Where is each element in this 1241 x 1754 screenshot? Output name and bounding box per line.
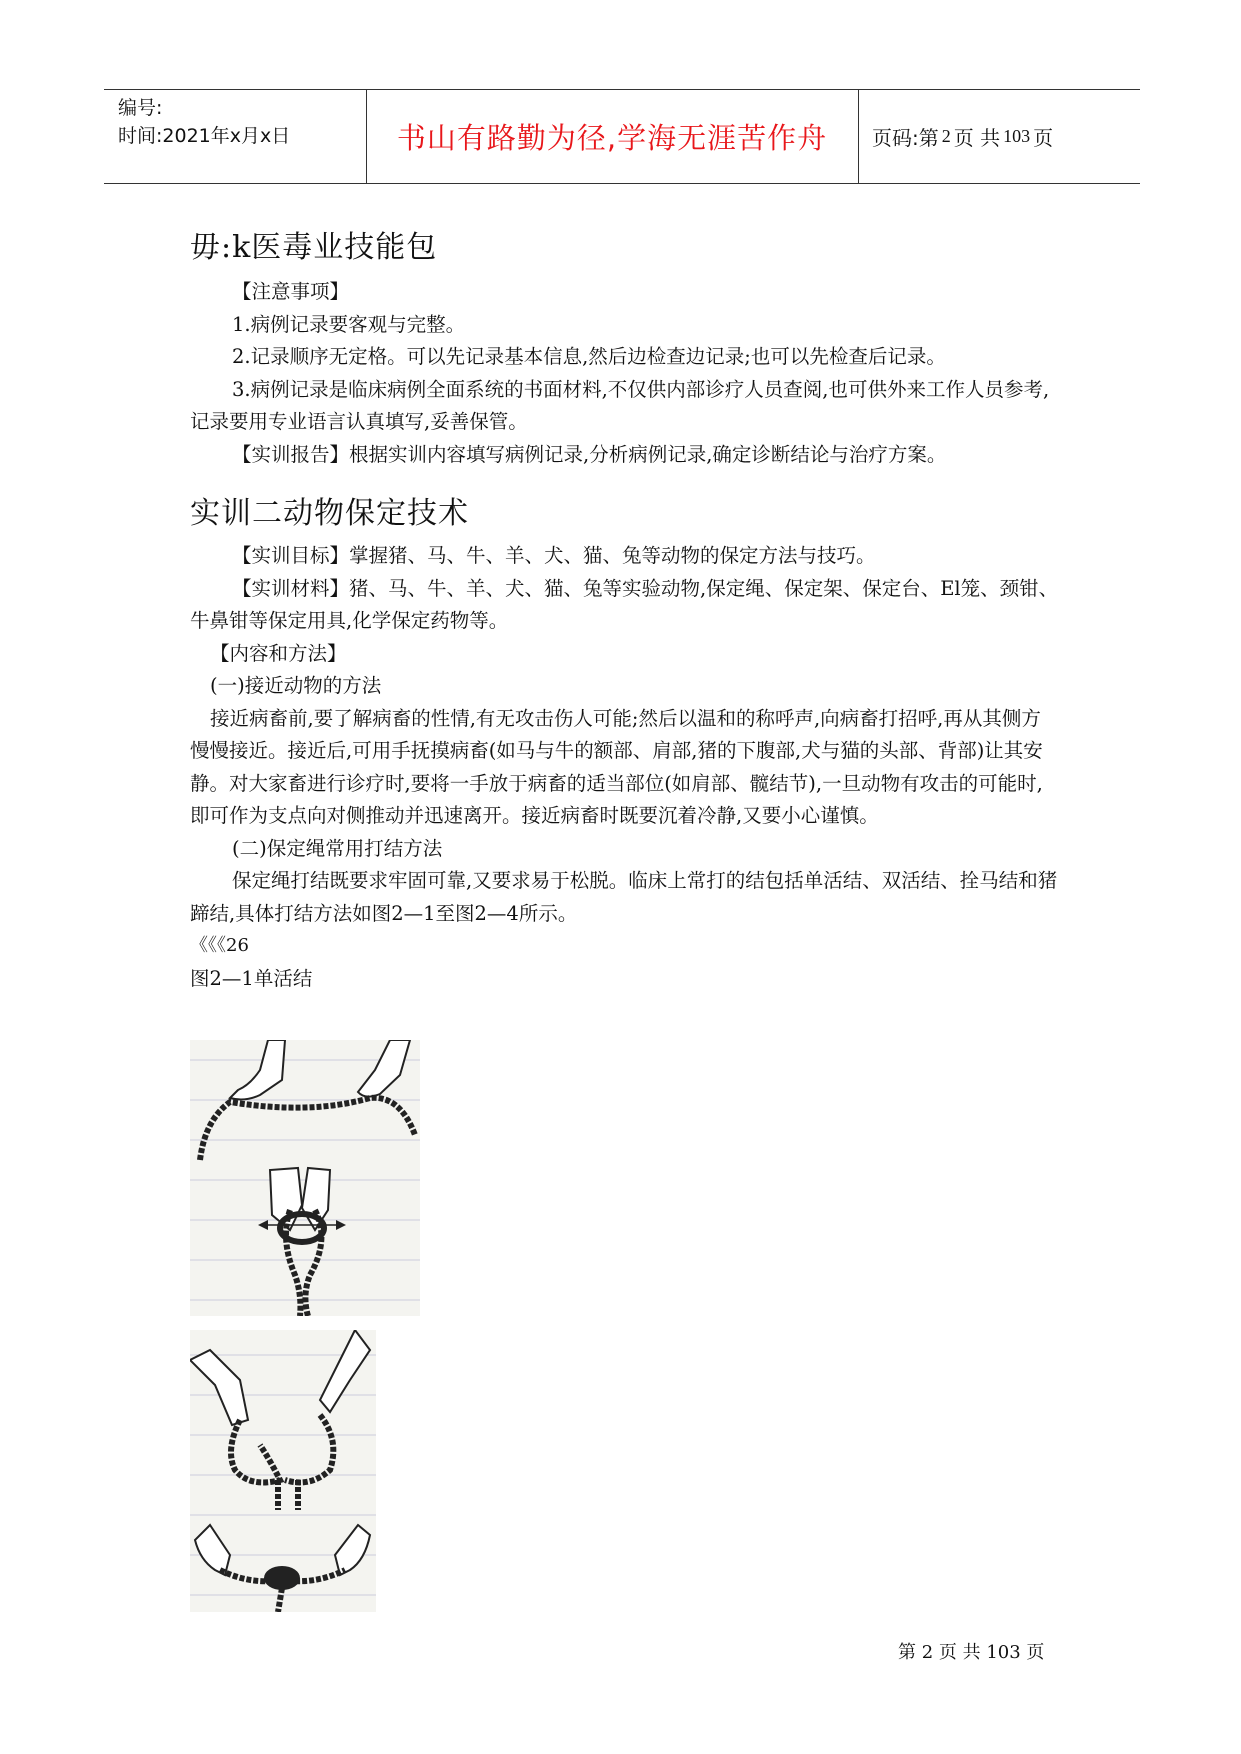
- report-paragraph: 【实训报告】根据实训内容填写病例记录,分析病例记录,确定诊断结论与治疗方案。: [232, 442, 947, 466]
- page-header: [104, 89, 1140, 184]
- materials-paragraph: 【实训材料】猪、马、牛、羊、犬、猫、兔等实验动物,保定绳、保定架、保定台、El笼、颈钳、牛鼻钳等保定用具,化学保定药物等。: [190, 576, 1059, 632]
- page-marker: 《《《26: [190, 935, 249, 956]
- header-motto: 书山有路勤为径,学海无涯苦作舟: [396, 121, 828, 155]
- goal-paragraph: 【实训目标】掌握猪、马、牛、羊、犬、猫、兔等动物的保定方法与技巧。: [232, 544, 876, 567]
- section1-body: [190, 276, 1060, 471]
- header-page-info: [872, 90, 1053, 183]
- note-item: 3.病例记录是临床病例全面系统的书面材料,不仅供内部诊疗人员查阅,也可供外来工作人员参考,记录要用专业语言认真填写,妥善保管。: [190, 377, 1050, 433]
- header-divider: [858, 90, 859, 183]
- content-heading: 【内容和方法】: [210, 641, 347, 665]
- header-page-suffix: 页: [1033, 126, 1054, 150]
- knot-illustration-1: [190, 1040, 420, 1316]
- section2-body: [190, 540, 1060, 995]
- sub2-heading: (二)保定绳常用打结方法: [232, 836, 443, 860]
- sub2-paragraph: 保定绳打结既要求牢固可靠,又要求易于松脱。临床上常打的结包括单活结、双活结、拴马结和猪蹄结,具体打结方法如图2—1至图2—4所示。: [190, 869, 1058, 925]
- header-page-num: 2: [941, 126, 951, 146]
- header-page-prefix: 页码:第: [872, 126, 939, 150]
- knot-illustration-2: [190, 1330, 376, 1612]
- knot-figure-2: [190, 1330, 376, 1612]
- note-item: 1.病例记录要客观与完整。: [232, 312, 466, 336]
- header-time: 时间:2021年x月x日: [118, 125, 291, 147]
- header-number-label: 编号:: [118, 97, 163, 119]
- sub1-paragraph: 接近病畜前,要了解病畜的性情,有无攻击伤人可能;然后以温和的称呼声,向病畜打招呼,再从其侧方慢慢接近。接近后,可用手抚摸病畜(如马与牛的额部、肩部,猪的下腹部,犬与猫的头部、背部)让其安静。对大家畜进行诊疗时,要将一手放于病畜的适当部位(如肩部、髋结节),一旦动物有攻击的可能时,即可作为支点向对侧推动并迅速离开。接近病畜时既要沉着冷静,又要小心谨慎。: [190, 706, 1043, 827]
- knot-figure-1: [190, 1040, 420, 1316]
- sub1-heading: (一)接近动物的方法: [210, 674, 382, 697]
- page-footer: 第 2 页 共 103 页: [898, 1642, 1045, 1663]
- notes-heading: 【注意事项】: [232, 280, 350, 303]
- section2-title: 实训二动物保定技术: [190, 496, 469, 531]
- header-page-mid: 页 共: [953, 126, 1001, 150]
- note-item: 2.记录顺序无定格。可以先记录基本信息,然后边检查边记录;也可以先检查后记录。: [232, 345, 946, 368]
- figure-caption: 图2—1单活结: [190, 966, 313, 990]
- header-page-total: 103: [1003, 126, 1031, 146]
- header-meta: [118, 94, 290, 150]
- section1-title: 毋:k医毒业技能包: [190, 230, 438, 265]
